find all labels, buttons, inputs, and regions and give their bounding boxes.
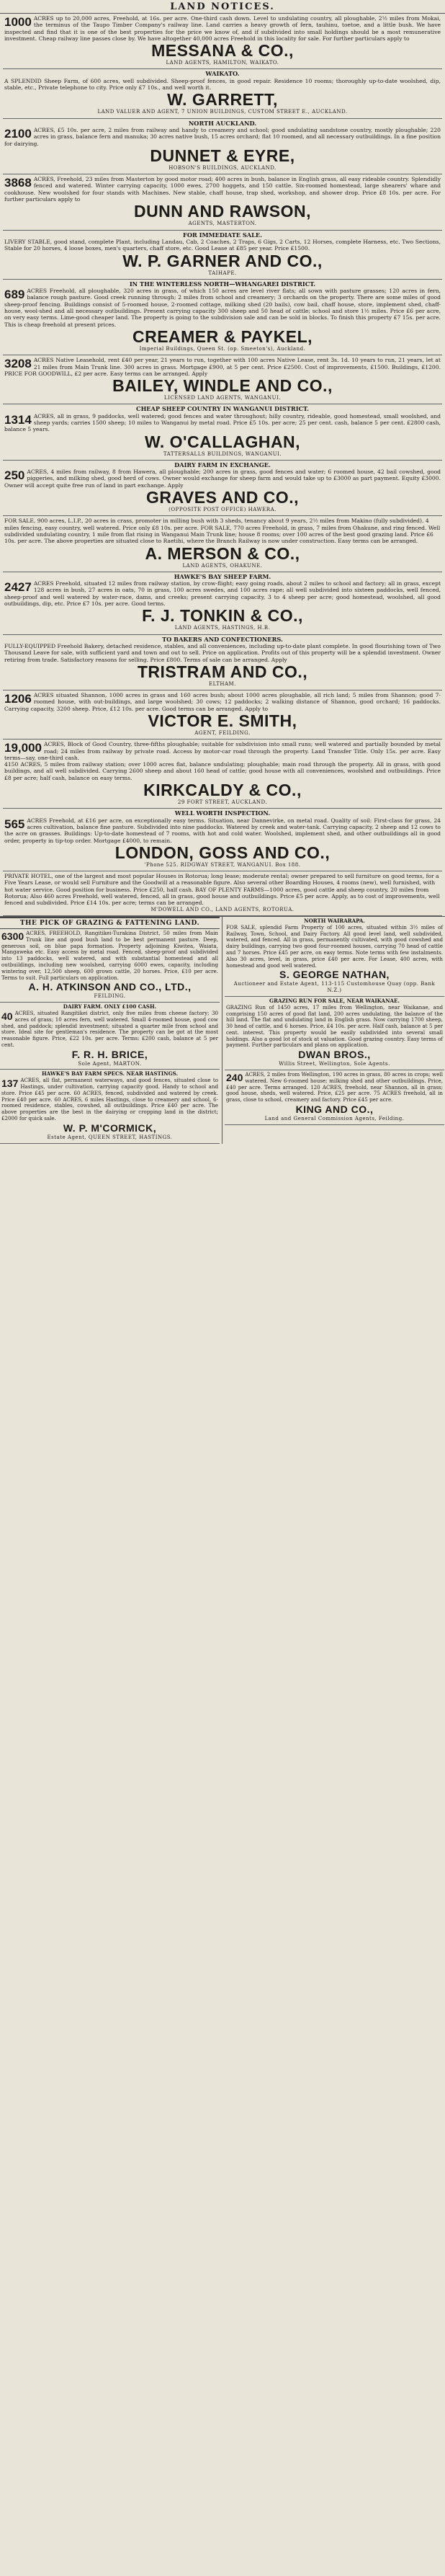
ad-subheading: DAIRY FARM. ONLY £100 CASH. [63, 1003, 157, 1011]
ad-creamer-paykel [3, 280, 442, 355]
agent-credentials: 'Phone 525. RIDGWAY STREET, WANGANUI. Box 188. [144, 861, 301, 868]
agent-name: TRISTRAM AND CO., [137, 662, 308, 681]
ad-kirkcaldy [3, 740, 442, 809]
agent-name: BAILEY, WINDLE AND CO., [112, 376, 333, 396]
agent-credentials: ELTHAM. [209, 680, 236, 687]
ad-text: ACRES, 2 miles from Wellington, 190 acres in grass, 80 acres in crops; well watered. New 6-roomed house; milking shed and other outbuildings. Price, £40 per acre. Terms arranged. 120 ACRES, freehold, near Shannon, all in grass; good house, sheds, well watered. Price, £25 per acre. 75 ACRES freehold, all in grass, close to school, creamery and factory. Price £45 per acre. [226, 1071, 443, 1103]
ad-big-number: 2100 [4, 126, 32, 141]
ad-subheading: CHEAP SHEEP COUNTRY IN WANGANUI DISTRICT. [136, 405, 309, 413]
ad-text: LIVERY STABLE, good stand, complete Plant, including Landau, Cab, 2 Coaches, 2 Traps, 6 Gigs, 2 Carts, 12 Horses, complete Harness, etc. Two Sections, Stable for 20 horses, 4 loose boxes, men's quarters, chaff store, etc. Good Lease at £85 per year. Price £1500. [4, 238, 441, 252]
ad-london-goss [3, 809, 442, 871]
agent-credentials: Sole Agent, MARTON. [78, 1060, 142, 1067]
ad-subheading: WELL WORTH INSPECTION. [174, 809, 271, 817]
ad-subheading: HAWKE'S BAY FARM SPECS. NEAR HASTINGS. [41, 1070, 179, 1078]
agent-credentials: AGENTS, MASTERTON. [188, 221, 257, 227]
ad-atkinson [0, 929, 220, 1003]
agent-name: KING AND CO., [295, 1103, 374, 1116]
ad-subheading: NORTH WAIRARAPA. [304, 917, 365, 924]
ad-big-number: 1314 [4, 412, 32, 427]
ad-text: ACRES Freehold, situated 12 miles from railway station, by crow-flight; easy going roads, about 2 miles to school and factory; all in grass, except 128 acres in bush, 27 acres in oats, 70 in grass, 100 acres swedes, and 100 acres rape; all well subdivided into sixteen paddocks, well fenced, sheep-proof and well watered by water-race, dams, and creeks; present carrying capacity, 3 to 4 sheep per acre; good homestead, woolshed, all good outbuildings, dip, etc. Price £7 10s. per acre. Good terms. [4, 580, 441, 608]
ad-big-number: 1206 [4, 692, 32, 706]
agent-name: GRAVES AND CO., [146, 488, 299, 507]
ad-garner [3, 231, 442, 280]
right-column [223, 917, 444, 1144]
ad-text: FOR SALE, splendid Farm Property of 100 acres, situated within 3½ miles of Railway, Town, School, and Dairy Factory. All good level land, well subdivided, watered, and fenced. All in grass, permanently cultivated, with good cowshed and dairy buildings, carrying two good four-roomed houses, carrying 70 head of cattle and 7 horses. Price £45 per acre, on easy terms. Note terms with few instalments. Also 30 acres, level, in grass, price £40 per acre. For Lease, 400 acres, with homestead and good well watered. [226, 923, 443, 969]
agent-name: F. J. TONKIN & CO., [142, 606, 303, 626]
ad-text: A SPLENDID Sheep Farm, of 600 acres, well subdivided. Sheep-proof fences, in good repair. Residence 10 rooms; thoroughly up-to-date woolshed, dip, stable, etc., Private telephone to city. Price only £7 10s., and well worth it. [4, 77, 441, 92]
agent-name: LONDON, GOSS AND CO., [114, 843, 331, 862]
ad-dwan [225, 997, 444, 1070]
ad-tristram [3, 635, 442, 690]
ad-big-number: 19,000 [4, 741, 42, 755]
agent-name: DUNNET & EYRE, [150, 146, 295, 165]
ad-merson [3, 516, 442, 572]
agent-name: DUNN AND RAWSON, [133, 202, 312, 221]
ad-victor-smith [3, 690, 442, 740]
agent-name: W. P. M'CORMICK, [63, 1122, 157, 1134]
ad-subheading: DAIRY FARM IN EXCHANGE. [174, 461, 271, 468]
agent-credentials: LICENSED LAND AGENTS, WANGANUI. [163, 395, 282, 401]
ad-text: ACRES, £5 10s. per acre, 2 miles from railway and handy to creamery and school; good undulating sandstone country, mostly ploughable; 220 acres in grass, balance fern and manuka; 30 acres native bush, 15 acres orchard; flat 10 roomed, and all necessary outbuildings. In a fine position for dairying. [4, 126, 441, 147]
agent-credentials: LAND AGENTS, HASTINGS, H.B. [174, 625, 271, 631]
agent-name: W. GARRETT, [167, 90, 278, 110]
agent-name: W. P. GARNER AND CO., [122, 251, 323, 270]
agent-name: DWAN BROS., [298, 1049, 371, 1061]
ad-text: FULLY-EQUIPPED Freehold Bakery, detached residence, stables, and all conveniences, including up-to-date plant complete. In good flourishing town of Two Thousand Leave for sale, with sufficient yard and town and out to sell. Price on application. Profits out of this property will be a splendid investment. Owner retiring from trade. Satisfactory reasons for selling. Price £800. Terms of sale can be arranged. Apply [4, 642, 441, 663]
ad-text: FOR SALE, 900 acres, L.I.P., 20 acres in crass, promoter in milling bush with 3 sheds, tenancy about 9 years, 2½ miles from Makino (fully subdivided). 4 miles fencing, easy country, well watered. Price only £8 10s. per acre. FOR SALE, 770 acres Freehold, in grass, 7 miles from Ohakune, and ring fenced. Well subdivided undulating country, 1 mile from flat rising in Wanganui Main Trunk line; house 8 rooms; over 100 acres of the best good grazing land. Price £6 10s. per acre. The above properties are situated close to Raetihi, where the Branch Railway is now under construction. Easy terms can be arranged. [4, 518, 441, 545]
ad-mccormick [0, 1070, 220, 1143]
agent-credentials: FEILDING. [94, 993, 126, 1000]
ad-messana [3, 14, 442, 69]
agent-credentials: TAIHAPE. [208, 270, 237, 276]
ad-text: PRIVATE HOTEL, one of the largest and most popular Houses in Rotorua; long lease; moderate rental; owner prepared to sell furniture on good terms, for a Five Years Lease, or would sell Furniture and the Goodwill at a reasonable figure. Also several other Boarding Houses, 4 rooms (new), well furnished, with hot water service. Good position for business. Price £250, half cash. BAY OF PLENTY FARMS—1000 acres, good cattle and sheep country, 20 miles from Rotorua; Also 460 acres Freehold, well watered, fenced, all in grass, good house and outbuildings. Price £5 per acre. Apply, as to cost of improvements, well fenced and subdivided. Price £14 10s. per acre; terms can be arranged. [4, 873, 440, 907]
ad-big-number: 689 [4, 288, 25, 302]
ad-bailey-windle [3, 355, 442, 404]
main-column [0, 14, 445, 916]
ad-big-number: 240 [226, 1072, 243, 1084]
ad-text: ACRES up to 20,000 acres, Freehold, at 16s. per acre. One-third cash down. Level to undulating country, all ploughable, 2½ miles from Mokai, the terminus of the Taupo Timber Company's railway line. Land carries a heavy growth of fern, tauhinu, toetoe, and a little bush. We have inspected and find that it is one of the best properties for the price we know of, and if subdivided into small holdings should be a most remunerative investment. Cheap railway line passes close by. We have altogether 40,000 acres Freehold in this locality for sale. For further particulars apply to [4, 15, 441, 42]
ad-text: ACRES Freehold, at £16 per acre, on exceptionally easy terms. Situation, near Dannevirke, on metal road. Quality of soil: First-class for grass, 24 acres cultivation, balance fine pasture. Subdivided into nine paddocks. Watered by creek and water-tank. Carrying capacity, 2 sheep and 12 cows to the acre on grasses. Buildings: Up-to-date homestead of 7 rooms, with hot and cold water. Woolshed, implement shed, and other outbuildings all in good order, property in tip-top order. Mortgage £4000, to remain. [4, 817, 441, 844]
agent-credentials: LAND AGENTS, HAMILTON, WAIKATO. [166, 60, 279, 66]
ad-graves [3, 461, 442, 516]
left-column [0, 917, 223, 1144]
ad-big-number: 3208 [4, 357, 32, 371]
agent-credentials: LAND VALUER AND AGENT, 7 UNION BUILDINGS, CUSTOM STREET E., AUCKLAND. [97, 109, 348, 115]
ad-text: ACRES, all in grass, 9 paddocks, well watered; good fences and water throughout; hilly country, rideable, good homestead, small woolshed, and sheep yards; carries 1500 sheep; 10 miles to Wanganui by metal road. Price £5 10s. per acre; 25 per cent. cash, balance 5 per cent. £2800 cash, balance 5 years. [4, 412, 441, 433]
ad-text: ACRES, all flat, permanent waterways, and good fences, situated close to Hastings, under cultivation, carrying capacity good. Handy to school and store. Price £45 per acre. 60 ACRES, fenced, subdivided and watered by creek. Price £40 per acre. 60 ACRES, 6 miles Hastings, close to creamery and school, 6-roomed residence, stables, cowshed, all outbuildings. Price £40 per acre. The above properties are the best in the dairying or cropping land in the district; £2000 for quick sale. [1, 1077, 218, 1122]
agent-credentials: M'DOWELL AND CO., LAND AGENTS, ROTORUA. [150, 906, 295, 912]
ad-text: ACRES Freehold, all ploughable, 320 acres in grass, of which 150 acres are level river flats; all sown with pasture grasses; 120 acres in fern, balance rough pasture. Good creek running through; 2 miles from school and creamery; 3 orchards on the property. There are some miles of good sheep-proof fencing. Buildings consist of 5-roomed house, 2-roomed cottage, milking shed (20 bails), cow bail, chaff house, store, implement shed, chaff-house, wool-shed and all necessary outbuildings. Present carrying capacity 300 sheep and 50 head of cattle; school and store 1½ miles. Price £6 per acre, on very easy terms. Lime-good cheaper land. The property is going to the subdivision sale and can be sold in blocks. To finish this property £7 15s. per acre. This is cheap freehold at present prices. [4, 288, 441, 328]
agent-credentials: TATTERSALLS BUILDINGS, WANGANUI. [163, 450, 282, 457]
ad-big-number: 565 [4, 817, 25, 831]
ad-big-number: 3868 [4, 176, 32, 190]
section-header: LAND NOTICES. [0, 0, 445, 14]
ad-big-number: 137 [1, 1078, 19, 1090]
ad-tonkin [3, 572, 442, 635]
agent-credentials: Imperial Buildings, Queen St. (op. Smeeton's), Auckland. [139, 345, 306, 352]
ad-subheading: NORTH AUCKLAND. [188, 119, 257, 127]
ad-subheading: GRAZING RUN FOR SALE, NEAR WAIKANAE. [269, 997, 400, 1004]
agent-credentials: Willis Street, Wellington, Sole Agents. [279, 1061, 390, 1067]
ad-text: ACRES, 4 miles from railway, 8 from Hawera, all ploughable; 200 acres in grass, good fences and water; 6 roomed house, 42 bail cowshed, good piggeries, and milking shed, good herd of cows. Owner would exchange for sheep farm and would take up to £3000 as part payment. Equity £3000. Owner will accept quite free run of land in part exchange. Apply [4, 468, 441, 489]
agent-credentials: (OPPOSITE POST OFFICE) HAWERA. [168, 507, 277, 513]
ad-big-number: 1000 [4, 15, 32, 29]
ad-text: ACRES, Block of Good Country, three-fifths ploughable; suitable for subdivision into small runs; well watered and partially bounded by metal road; 24 miles from railway by private road. Access by motor-car road through the property. Land Transfer Title. Only 15s. per acre. Easy terms—say, one-third cash. [4, 741, 441, 761]
ad-subheading: TO BAKERS AND CONFECTIONERS. [162, 635, 283, 643]
ad-subheading: WAIKATO. [205, 70, 240, 78]
agent-credentials: Estate Agent, QUEEN STREET, HASTINGS. [47, 1134, 173, 1140]
ad-subheading: IN THE WINTERLESS NORTH—WHANGAREI DISTRICT. [129, 280, 316, 288]
ad-ocallaghan [3, 404, 442, 460]
agent-name: F. R. H. BRICE, [71, 1048, 148, 1060]
agent-name: W. O'CALLAGHAN, [144, 432, 301, 451]
ad-text-secondary: 4150 ACRES, 5 miles from railway station; over 1000 acres flat, balance undulating; ploughable; main road through the property. All in grass, with good buildings, and all well subdivided. Carrying 2600 sheep and about 160 head of cattle; good house with all conveniences, woolshed and outbuildings. Price £8 per acre; half cash, balance on easy terms. [4, 761, 441, 781]
agent-credentials: AGENT, FEILDING. [194, 730, 251, 736]
ad-text: ACRES situated Shannon, 1000 acres in grass and 160 acres bush; about 1000 acres ploughable, all rich land; 5 miles from Shannon; good 7-roomed house, with out-buildings, and large woolshed; 30 cows; 12 paddocks; 2 walking distance of Shannon, good orchard; 16 paddocks. Carrying capacity, 3200 sheep. Price, £12 10s. per acre. Good terms can be arranged. Apply to [4, 692, 441, 712]
ad-subheading: HAWKE'S BAY SHEEP FARM. [174, 572, 271, 580]
ad-nathan [225, 917, 444, 997]
ad-text: ACRES Native Leasehold, rent £40 per year, 21 years to run, together with 100 acres Native Lease, rent 3s. 1d. 10 years to run, 21 years, let at 21 miles from Main Trunk line. 300 acres in grass. Mortgage £900, at 5 per cent. Price £2500. Cost of improvements, £1500. Buildings, £1200. PRICE FOR GOODWILL, £2 per acre. Easy terms can be arranged. Apply [4, 357, 441, 377]
agent-name: KIRKCALDY & CO., [143, 781, 302, 800]
ad-subheading: FOR IMMEDIATE SALE. [183, 231, 262, 239]
pick-banner: THE PICK OF GRAZING & FATTENING LAND. [0, 917, 220, 929]
agent-credentials: 29 FORT STREET, AUCKLAND. [177, 799, 268, 806]
ad-text: ACRES, situated Rangitikei district, only five miles from cheese factory; 30 acres of grass; 10 acres fern, well watered. Small 4-roomed house, good cow shed, and paddock; splendid investment; situated a quarter mile from school and store. Ideal site for gentleman's residence. The property can be got at the most reasonable figure. Price, £22 10s. per acre. Terms: £200 cash, balance at 5 per cent. [1, 1009, 218, 1048]
ad-garrett [3, 69, 442, 118]
agent-name: MESSANA & CO., [151, 41, 294, 61]
ad-text: ACRES, Freehold, 23 miles from Masterton by good motor road; 400 acres in bush, balance in English grass, all easy rideable country. Splendidly fenced and watered. Winter carrying capacity, 1000 ewes, 2700 hoggets, and 150 cattle. Six-roomed homestead, large shearers' whare and cookhouse. New woolshed for four stands with Machines. New stable, chaff house, trap shed, workshop, and shower drop. Price £8 10s. per acre. For further particulars apply to [4, 176, 441, 203]
ad-big-number: 6300 [1, 930, 24, 942]
ad-brice [0, 1003, 220, 1070]
ad-dunn-rawson [3, 174, 442, 230]
ad-big-number: 40 [1, 1010, 13, 1022]
ad-big-number: 250 [4, 468, 25, 483]
agent-credentials: Auctioneer and Estate Agent, 113-115 Customhouse Quay (opp. Bank N.Z.) [233, 981, 436, 994]
ad-big-number: 2427 [4, 580, 32, 595]
agent-name: S. GEORGE NATHAN, [279, 969, 390, 981]
agent-name: A. MERSON & CO., [145, 543, 300, 563]
agent-name: VICTOR E. SMITH, [148, 711, 297, 730]
ad-text: GRAZING Run of 1450 acres, 17 miles from Wellington, near Waikanae, and comprising 150 acres of good flat land, 200 acres undulating, the balance of the hill land. The flat and undulating land in English grass. Now carrying 1700 sheep, 30 head of cattle, and 6 horses. Price, £4 10s. per acre. Half cash, balance at 5 per cent. interest. This property would be easily subdivided into several small holdings. Also a good lot of stock at valuation. Good grazing country. Easy terms of payment. Further particulars and plans on application. [226, 1003, 443, 1049]
agent-name: A. H. ATKINSON AND CO., LTD., [28, 981, 192, 993]
ad-mdowell [3, 871, 442, 916]
two-column-section [0, 916, 445, 1144]
agent-credentials: LAND AGENTS, OHAKUNE. [182, 562, 263, 569]
ad-king [225, 1070, 444, 1125]
agent-credentials: Land and General Commission Agents, Feilding. [264, 1116, 405, 1122]
ad-text: ACRES, FREEHOLD, Rangitikei-Turakina District, 50 miles from Main Trunk line and good bush land to be best permanent pasture. Deep, generous soil, on blue papa formation. Property adjoining Kiwitea, Waiata, Mangaweka etc. Easy access by metal road. Fenced, sheep-proof and subdivided into 13 paddocks, well watered, and with substantial homestead and all outbuildings, including new woolshed, carrying 6000 ewes, capacity, including wintering over, 12,500 sheep, 600 grown cattle, 20 horses. Price, £10 per acre. Terms to suit. Full particulars on application. [1, 929, 218, 981]
agent-credentials: HOBSON'S BUILDINGS, AUCKLAND. [168, 164, 277, 171]
agent-name: CREAMER & PAYKEL, [132, 327, 313, 346]
ad-dunnet-eyre [3, 119, 442, 174]
